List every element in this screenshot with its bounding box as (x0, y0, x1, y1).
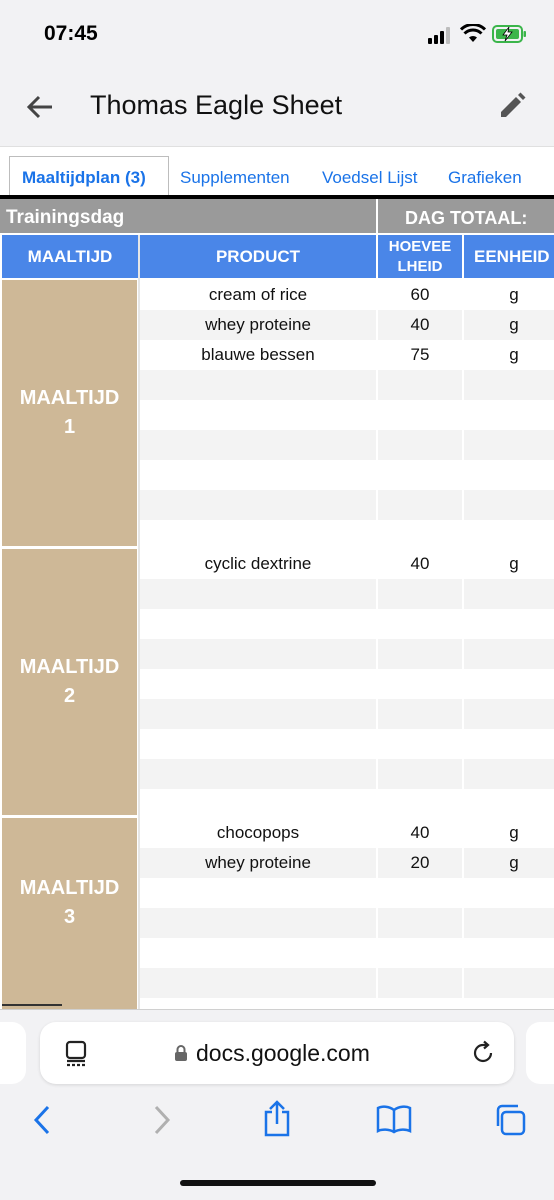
next-tab-peek[interactable] (526, 1022, 554, 1084)
product-cell[interactable]: blauwe bessen (201, 345, 315, 364)
tab-grafieken[interactable]: Grafieken (448, 168, 522, 187)
page-title: Thomas Eagle Sheet (90, 90, 343, 120)
table-row[interactable] (140, 520, 554, 550)
day-total-label: DAG TOTAAL: (405, 208, 528, 228)
tab-label: Maaltijdplan (3) (22, 168, 146, 187)
meal-label-1[interactable]: MAALTIJD 1 (2, 280, 137, 546)
grid-line (138, 235, 140, 1009)
table-row[interactable] (140, 759, 554, 789)
amount-cell[interactable]: 60 (410, 285, 430, 304)
column-header-eenheid[interactable]: EENHEID (464, 235, 554, 278)
spreadsheet-grid[interactable] (0, 199, 554, 1009)
amount-cell[interactable]: 40 (410, 823, 430, 842)
cellular-signal-icon (428, 26, 450, 44)
column-header-maaltijd[interactable]: MAALTIJD (2, 235, 138, 278)
bookmarks-icon[interactable] (376, 1104, 412, 1134)
edit-pencil-icon[interactable] (498, 92, 526, 120)
status-time: 07:45 (44, 22, 98, 45)
table-row[interactable] (140, 490, 554, 520)
table-row[interactable] (140, 609, 554, 639)
table-row[interactable] (140, 669, 554, 699)
unit-cell[interactable]: g (509, 315, 519, 334)
lock-icon (174, 1044, 188, 1062)
amount-cell[interactable]: 20 (410, 853, 430, 872)
amount-cell[interactable]: 40 (410, 315, 430, 334)
forward-icon[interactable] (152, 1104, 172, 1136)
section-label: Trainingsdag (6, 207, 125, 228)
battery-charging-icon (492, 24, 528, 44)
unit-cell[interactable]: g (509, 823, 519, 842)
product-cell[interactable]: cyclic dextrine (204, 554, 312, 573)
reload-icon[interactable] (470, 1040, 496, 1066)
grid-line (376, 199, 378, 233)
column-header-product[interactable]: PRODUCT (140, 235, 376, 278)
table-row[interactable] (140, 938, 554, 968)
tabs-icon[interactable] (494, 1104, 528, 1136)
table-row[interactable] (140, 460, 554, 490)
meal-label-2[interactable]: MAALTIJD 2 (2, 549, 137, 815)
table-row[interactable] (140, 639, 554, 669)
tab-voedsel-lijst[interactable]: Voedsel Lijst (322, 168, 418, 187)
table-row[interactable] (140, 968, 554, 998)
table-row[interactable] (140, 579, 554, 609)
back-arrow-icon[interactable] (26, 94, 54, 120)
grid-line (462, 280, 464, 1009)
unit-cell[interactable]: g (509, 345, 519, 364)
back-icon[interactable] (32, 1104, 52, 1136)
table-row[interactable] (140, 699, 554, 729)
previous-tab-peek[interactable] (0, 1022, 26, 1084)
unit-cell[interactable]: g (509, 853, 519, 872)
amount-cell[interactable]: 40 (410, 554, 430, 573)
product-cell[interactable]: whey proteine (205, 315, 311, 334)
amount-cell[interactable]: 75 (410, 345, 430, 364)
reader-mode-icon[interactable] (64, 1040, 88, 1068)
table-row[interactable] (140, 878, 554, 908)
unit-cell[interactable]: g (509, 554, 519, 573)
product-cell[interactable]: whey proteine (205, 853, 311, 872)
grid-line (376, 280, 378, 1009)
home-indicator (180, 1180, 376, 1186)
table-row[interactable] (140, 729, 554, 759)
table-row[interactable] (140, 430, 554, 460)
table-row[interactable] (140, 370, 554, 400)
column-header-hoeveelheid[interactable]: HOEVEE LHEID (378, 235, 462, 278)
table-row[interactable] (140, 908, 554, 938)
table-row[interactable] (140, 789, 554, 819)
tab-supplementen[interactable]: Supplementen (180, 168, 290, 187)
table-row[interactable] (140, 400, 554, 430)
product-cell[interactable]: cream of rice (208, 285, 308, 304)
meal-label-3[interactable]: MAALTIJD 3 (2, 818, 137, 1009)
product-cell[interactable]: chocopops (216, 823, 300, 842)
unit-cell[interactable]: g (509, 285, 519, 304)
cell-selection-edge (2, 1004, 62, 1006)
share-icon[interactable] (262, 1100, 292, 1138)
url-text[interactable]: docs.google.com (196, 1040, 370, 1066)
wifi-icon (460, 24, 486, 44)
table-row[interactable] (140, 998, 554, 1009)
